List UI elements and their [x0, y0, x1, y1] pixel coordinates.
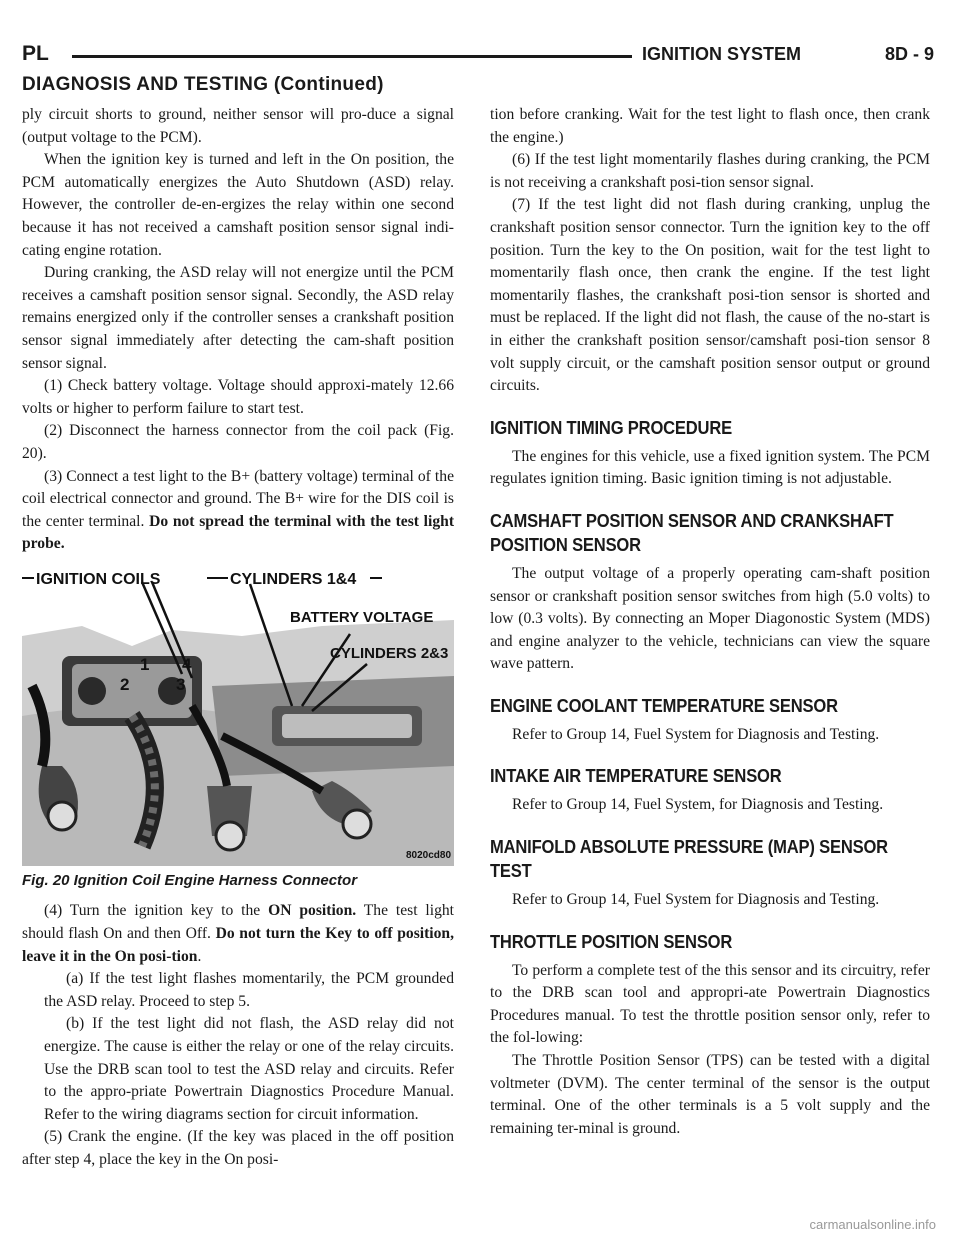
step-4 — [22, 900, 454, 968]
step-1: (1) Check battery voltage. Voltage should approxi-mately 12.66 volts or higher to perform failure to start test. — [22, 377, 454, 417]
label-battery-voltage: BATTERY VOLTAGE — [290, 608, 434, 626]
paragraph: The Throttle Position Sensor (TPS) can be tested with a digital voltmeter (DVM). The center terminal of the sensor is the output terminal. One of the other terminals is a 5 volt supply and the remaining ter-minal is ground. — [490, 1052, 930, 1137]
heading-throttle-sensor: THROTTLE POSITION SENSOR — [490, 931, 733, 952]
paragraph: To perform a complete test of the this sensor and its circuitry, refer to the DRB scan tool and appropri-ate Powertrain Diagnostics Procedures manual. To test the throttle position sensor only, refer to the fol-lowing: — [490, 961, 930, 1047]
heading-ignition-timing: IGNITION TIMING PROCEDURE — [490, 417, 732, 438]
paragraph: During cranking, the ASD relay will not energize until the PCM receives a camshaft position sensor signal. Secondly, the ASD relay remains energized only if the controller senses a crankshaft position sensor signal immediately after detecting the cam-shaft position sensor signal. — [22, 264, 454, 372]
step-4-text: (4) Turn the ignition key to the — [44, 902, 269, 920]
paragraph: When the ignition key is turned and left in the On position, the PCM automatically energizes the Auto Shutdown (ASD) relay. However, the controller de-en-ergizes the relay within one second because it has not received a camshaft position sensor signal indi-cating engine rotation. — [22, 151, 454, 259]
paragraph: Refer to Group 14, Fuel System for Diagnosis and Testing. — [512, 725, 880, 743]
figure-caption: Fig. 20 Ignition Coil Engine Harness Connector — [22, 871, 358, 889]
figure-20 — [22, 566, 454, 866]
paragraph: The engines for this vehicle, use a fixed ignition system. The PCM regulates ignition timing. Basic ignition timing is not adjustable. — [490, 447, 930, 488]
step-4b: (b) If the test light did not flash, the ASD relay did not energize. The cause is either the relay or one of the relay circuits. Use the DRB scan tool to test the ASD relay and circuits. Refer to the appro-priate Powertrain Diagnostics Procedure Manual. Refer to the wiring diagrams section for circuit information. — [44, 1015, 454, 1123]
page-header — [22, 40, 938, 68]
header-model: PL — [22, 42, 49, 65]
step-4-text-2: The test light should flash On and then Off. — [22, 902, 455, 943]
step-7: (7) If the test light did not flash during cranking, unplug the crankshaft position sensor connector. Turn the ignition key to the off position. Turn the key to the On position, wait for the test light to momentarily flash once, then crank the engine. If the test light momentarily flashes, the crankshaft posi-tion sensor is shorted and must be replaced. If the light did not flash, the cause of the no-start is in either the crankshaft position sensor/camshaft posi-tion sensor 8 volt supply circuit, or the camshaft position sensor output or ground circuits. — [490, 196, 930, 395]
heading-map-sensor: MANIFOLD ABSOLUTE PRESSURE (MAP) SENSOR TEST — [490, 837, 888, 882]
page-number: 8D - 9 — [884, 44, 934, 64]
header-title: IGNITION SYSTEM — [642, 44, 802, 64]
watermark: carmanualsonline.info — [809, 1217, 936, 1232]
section-title: DIAGNOSIS AND TESTING (Continued) — [22, 74, 384, 95]
header-rule — [72, 55, 632, 58]
label-ignition-coils: IGNITION COILS — [36, 570, 161, 588]
step-6: (6) If the test light momentarily flashes during cranking, the PCM is not receiving a crankshaft posi-tion sensor signal. — [490, 151, 930, 191]
step-4-warning: Do not turn the Key to off position, leave it in the On posi-tion — [22, 925, 454, 965]
paragraph: Refer to Group 14, Fuel System, for Diagnosis and Testing. — [512, 796, 884, 814]
paragraph: tion before cranking. Wait for the test light to flash once, then crank the engine.) — [490, 106, 930, 146]
heading-cam-crank-sensor: CAMSHAFT POSITION SENSOR AND CRANKSHAFT POSITION SENSOR — [490, 510, 894, 555]
heading-intake-air-sensor: INTAKE AIR TEMPERATURE SENSOR — [490, 766, 782, 787]
engine-photo — [22, 566, 454, 866]
paragraph: Refer to Group 14, Fuel System for Diagnosis and Testing. — [512, 891, 880, 909]
label-cyl-1: 1 — [140, 654, 150, 674]
step-3-warning: Do not spread the terminal with the test light probe. — [22, 512, 455, 553]
label-cylinders-23: CYLINDERS 2&3 — [330, 644, 449, 662]
step-2: (2) Disconnect the harness connector from the coil pack (Fig. 20). — [22, 422, 454, 462]
step-4-bold: ON position. — [268, 902, 357, 920]
label-cyl-2: 2 — [120, 674, 130, 694]
step-3-text: (3) Connect a test light to the B+ (battery voltage) terminal of the coil electrical connector and ground. The B+ wire for the DIS coil is the center terminal. — [22, 467, 454, 530]
paragraph: ply circuit shorts to ground, neither sensor will pro-duce a signal (output voltage to the PCM). — [22, 106, 454, 146]
step-4-end: . — [197, 947, 202, 965]
step-5: (5) Crank the engine. (If the key was placed in the off position after step 4, place the key in the On posi- — [22, 1128, 454, 1168]
heading-coolant-sensor: ENGINE COOLANT TEMPERATURE SENSOR — [490, 695, 838, 716]
left-column — [22, 104, 454, 1172]
step-3 — [22, 466, 454, 556]
paragraph: The output voltage of a properly operating cam-shaft position sensor or crankshaft position sensor switches from high (5.0 volts) to low (0.3 volts). By connecting an Moper Diagonostic System (MDS) and engine analyzer to the vehicle, technicians can view the square wave pattern. — [490, 564, 930, 673]
label-cyl-4: 4 — [182, 654, 192, 674]
right-column — [490, 104, 930, 1140]
figure-code: 8020cd80 — [406, 849, 452, 861]
label-cyl-3: 3 — [176, 674, 186, 694]
label-cylinders-14: CYLINDERS 1&4 — [230, 570, 357, 588]
step-4a: (a) If the test light flashes momentarily, the PCM grounded the ASD relay. Proceed to step 5. — [44, 970, 454, 1010]
